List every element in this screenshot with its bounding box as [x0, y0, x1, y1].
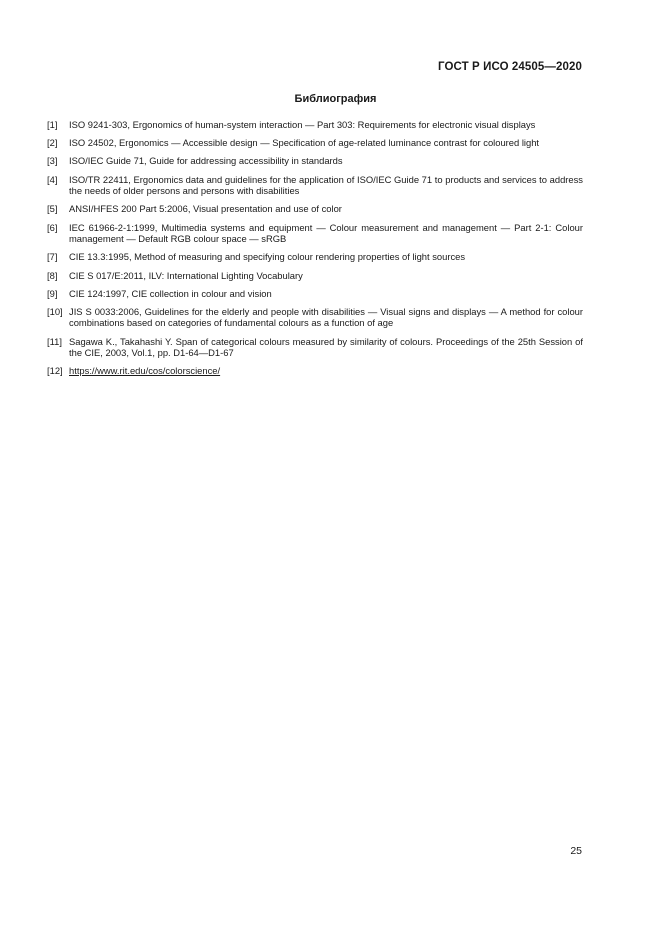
reference-number: [1] [47, 119, 58, 130]
page-number: 25 [570, 845, 582, 857]
reference-number: [3] [47, 155, 58, 167]
reference-item [47, 155, 583, 167]
reference-number: [6] [47, 221, 58, 233]
reference-number: [2] [47, 137, 58, 149]
reference-text: CIE 124:1997, CIE collection in colour and vision [69, 287, 272, 299]
reference-item [47, 336, 583, 359]
reference-item [47, 306, 583, 329]
reference-item [47, 365, 583, 377]
reference-list [47, 119, 583, 384]
reference-item [47, 270, 583, 282]
reference-text: ANSI/HFES 200 Part 5:2006, Visual presentation and use of color [69, 203, 342, 215]
reference-number: [5] [47, 203, 58, 215]
reference-text: CIE 13.3:1995, Method of measuring and specifying colour rendering properties of light sources [69, 251, 466, 263]
reference-item [47, 203, 583, 215]
reference-text: ISO 24502, Ergonomics — Accessible design — Specification of age-related luminance contrast for coloured light [69, 137, 540, 149]
reference-text: CIE S 017/E:2011, ILV: International Lighting Vocabulary [69, 269, 303, 281]
reference-number: [10] [47, 305, 63, 317]
reference-text: ISO 9241-303, Ergonomics of human-system interaction — Part 303: Requirements for electronic visual displays [69, 119, 536, 130]
reference-item [47, 137, 583, 149]
reference-text: Sagawa K., Takahashi Y. Span of categorical colours measured by similarity of colours. Proceedings of the 25th Session of the CIE, 2003, Vol.1, pp. D1-64—D1-67 [69, 335, 583, 359]
reference-text: IEC 61966-2-1:1999, Multimedia systems and equipment — Colour measurement and management — Part 2-1: Colour management — Default RGB colour space — sRGB [69, 221, 583, 245]
reference-text: ISO/IEC Guide 71, Guide for addressing accessibility in standards [69, 155, 343, 167]
reference-number: [8] [47, 269, 58, 281]
reference-item [47, 288, 583, 300]
reference-number: [4] [47, 173, 58, 185]
reference-text [69, 365, 583, 377]
document-code: ГОСТ Р ИСО 24505—2020 [437, 61, 582, 73]
reference-item [47, 174, 583, 197]
reference-number: [7] [47, 251, 58, 263]
reference-text: JIS S 0033:2006, Guidelines for the elderly and people with disabilities — Visual signs and displays — A method for colour combinations based on categories of fundamental colours as a function of age [69, 305, 583, 329]
reference-number: [9] [47, 287, 58, 299]
reference-item [47, 119, 583, 131]
reference-number: [12] [47, 365, 63, 377]
colorscience-link[interactable]: https://www.rit.edu/cos/colorscience/ [69, 365, 221, 377]
reference-item [47, 222, 583, 245]
bibliography-title: Библиография [294, 93, 377, 105]
reference-number: [11] [47, 335, 62, 347]
reference-text: ISO/TR 22411, Ergonomics data and guidelines for the application of ISO/IEC Guide 71 to products and services to address the needs of older persons and persons with disabilities [69, 173, 583, 197]
reference-item [47, 251, 583, 263]
